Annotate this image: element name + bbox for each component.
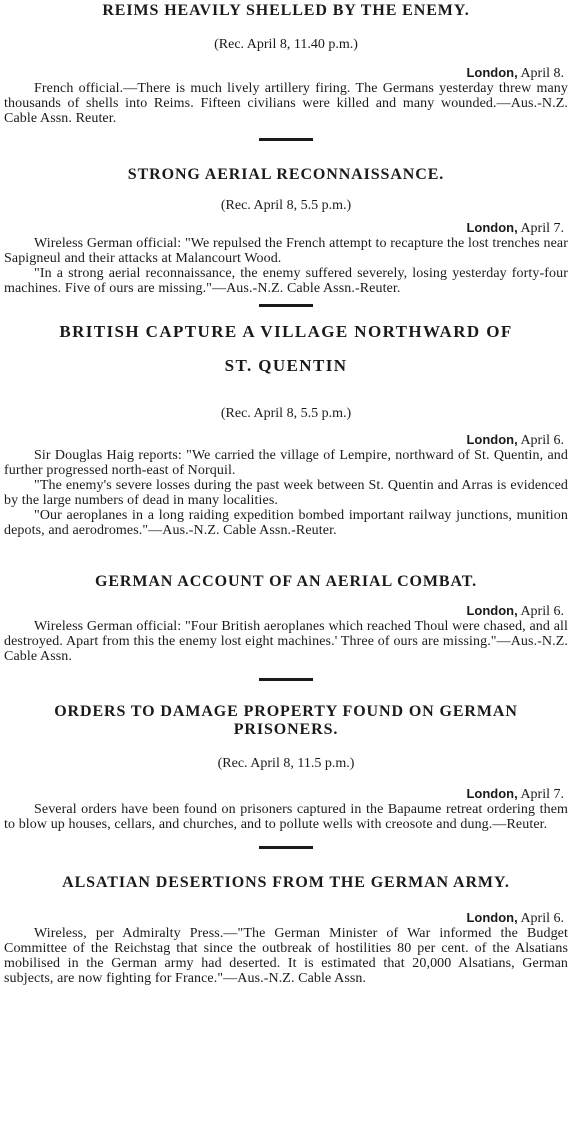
dateline-date: April 8. (520, 66, 564, 81)
paragraph: French official.—There is much lively artillery firing. The Germans yesterday threw many thousands of shells into Reims. Fifteen civilians were killed and many wounded.—Aus.-N.Z. Cable Assn. Reuter. (4, 81, 568, 126)
paragraph: Wireless German official: "Four British aeroplanes which reached Thoul were chased, and all destroyed. Apart from this the enemy lost eight machines.' Three of ours are missing."—Aus.-N.Z. Cable Assn. (4, 619, 568, 664)
received-time: (Rec. April 8, 5.5 p.m.) (220, 198, 352, 213)
dateline-date: April 7. (520, 221, 564, 236)
article-orders-damage-property (4, 703, 568, 832)
paragraph: Several orders have been found on prisoners captured in the Bapaume retreat ordering them to blow up houses, cellars, and churches, and to pollute wells with creosote and dung.—Reuter. (4, 802, 568, 832)
article-reims (4, 0, 568, 126)
dateline-date: April 6. (520, 604, 564, 619)
headline-line-1: ORDERS TO DAMAGE PROPERTY FOUND ON GERMAN (54, 703, 518, 720)
headline: GERMAN ACCOUNT OF AN AERIAL COMBAT. (94, 573, 478, 590)
dateline (4, 433, 568, 448)
received-time: (Rec. April 8, 5.5 p.m.) (220, 406, 352, 421)
section-divider (259, 678, 313, 681)
dateline-place: London, (466, 910, 518, 925)
section-divider (259, 138, 313, 141)
article-aerial-reconnaissance (4, 165, 568, 296)
headline-line-1: BRITISH CAPTURE A VILLAGE NORTHWARD OF (59, 322, 513, 341)
section-divider (259, 304, 313, 307)
dateline-place: London, (466, 786, 518, 801)
headline: REIMS HEAVILY SHELLED BY THE ENEMY. (102, 2, 470, 19)
dateline-date: April 6. (520, 911, 564, 926)
dateline (4, 221, 568, 236)
dateline-place: London, (466, 65, 518, 80)
headline-line-2: PRISONERS. (233, 721, 339, 738)
article-aerial-combat (4, 572, 568, 664)
dateline (4, 787, 568, 802)
headline: ALSATIAN DESERTIONS FROM THE GERMAN ARMY. (62, 874, 510, 891)
section-divider (259, 846, 313, 849)
article-alsatian-desertions (4, 873, 568, 986)
dateline-date: April 6. (520, 433, 564, 448)
paragraph: "Our aeroplanes in a long raiding expedition bombed important railway junctions, munition depots, and aerodromes."—Aus.-N.Z. Cable Assn.-Reuter. (4, 508, 568, 538)
dateline-place: London, (466, 432, 518, 447)
article-village-capture (4, 315, 568, 538)
dateline-place: London, (466, 603, 518, 618)
received-time: (Rec. April 8, 11.40 p.m.) (214, 37, 358, 52)
headline-line-2: ST. QUENTIN (224, 356, 348, 375)
dateline (4, 604, 568, 619)
dateline (4, 911, 568, 926)
paragraph: Wireless German official: "We repulsed the French attempt to recapture the lost trenches near Sapigneul and their attacks at Malancourt Wood. (4, 236, 568, 266)
dateline-place: London, (466, 220, 518, 235)
paragraph: Wireless, per Admiralty Press.—"The German Minister of War informed the Budget Committee of the Reichstag that since the outbreak of hostilities 80 per cent. of the Alsatians mobilised in the German army had deserted. It is estimated that 20,000 Alsatians, German subjects, are now fighting for France."—Aus.-N.Z. Cable Assn. (4, 926, 568, 986)
dateline-date: April 7. (520, 787, 564, 802)
paragraph: Sir Douglas Haig reports: "We carried the village of Lempire, northward of St. Quentin, and further progressed north-east of Norquil. (4, 448, 568, 478)
headline: STRONG AERIAL RECONNAISSANCE. (127, 166, 445, 183)
paragraph: "The enemy's severe losses during the past week between St. Quentin and Arras is evidenced by the large numbers of dead in many localities. (4, 478, 568, 508)
paragraph: "In a strong aerial reconnaissance, the enemy suffered severely, losing yesterday forty-four machines. Five of ours are missing."—Aus.-N.Z. Cable Assn.-Reuter. (4, 266, 568, 296)
dateline (4, 66, 568, 81)
received-time: (Rec. April 8, 11.5 p.m.) (217, 756, 355, 771)
